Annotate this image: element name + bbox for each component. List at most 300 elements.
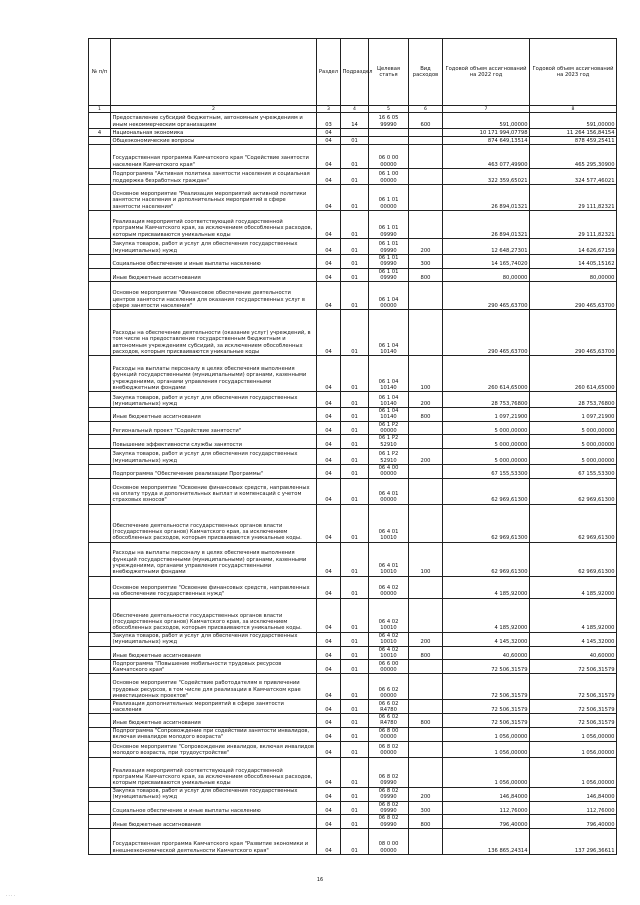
row-razdel-cell: 04 xyxy=(317,787,341,801)
row-statya-cell: 06 1 04 10140 xyxy=(369,310,409,356)
row-num-cell xyxy=(89,478,111,504)
row-2023-cell: 40,60000 xyxy=(530,646,617,660)
table-row xyxy=(89,632,617,646)
row-vid-cell xyxy=(409,741,443,757)
table-row xyxy=(89,185,617,211)
row-statya-cell: 16 6 05 99990 xyxy=(369,113,409,129)
row-name-cell: Подпрограмма "Повышение мобильности трудовых ресурсов Камчатского края" xyxy=(111,660,317,674)
row-2023-cell: 591,00000 xyxy=(530,113,617,129)
row-podrazdel-cell: 01 xyxy=(341,211,369,239)
row-name-cell: Подпрограмма "Активная политика занятости населения и социальная поддержка безработных граждан" xyxy=(111,169,317,185)
row-name-cell: Обеспечение деятельности государственных органов власти (государственных органов) Камчатского края, за исключением обособленных расходов, которым присваиваются уникальные коды. xyxy=(111,598,317,632)
row-statya-cell: 06 1 01 09990 xyxy=(369,255,409,269)
row-statya-cell: 06 8 00 00000 xyxy=(369,727,409,741)
row-2022-cell: 5 000,00000 xyxy=(443,448,530,464)
row-2023-cell: 62 969,61300 xyxy=(530,542,617,576)
row-statya-cell: 06 0 00 00000 xyxy=(369,145,409,169)
row-razdel-cell: 04 xyxy=(317,310,341,356)
table-row xyxy=(89,801,617,815)
row-2023-cell: 62 969,61300 xyxy=(530,504,617,542)
row-statya-cell: 06 4 00 00000 xyxy=(369,464,409,478)
row-statya-cell: 06 1 04 10140 xyxy=(369,356,409,392)
row-name-cell: Иные бюджетные ассигнования xyxy=(111,714,317,728)
row-statya-cell: 06 1 01 09990 xyxy=(369,211,409,239)
row-num-cell xyxy=(89,145,111,169)
row-2022-cell: 72 506,31579 xyxy=(443,674,530,700)
colnum: 5 xyxy=(369,106,409,113)
row-2022-cell: 26 894,01321 xyxy=(443,185,530,211)
row-2023-cell: 1 097,21900 xyxy=(530,408,617,422)
corner-mark: · · · · xyxy=(6,893,15,898)
row-razdel-cell: 04 xyxy=(317,504,341,542)
row-2022-cell: 322 359,65021 xyxy=(443,169,530,185)
row-name-cell: Иные бюджетные ассигнования xyxy=(111,408,317,422)
table-row xyxy=(89,282,617,310)
row-vid-cell: 800 xyxy=(409,815,443,829)
row-podrazdel-cell: 01 xyxy=(341,356,369,392)
row-name-cell: Предоставление субсидий бюджетным, автономным учреждениям и иным некоммерческим организациям xyxy=(111,113,317,129)
row-2022-cell: 72 506,31579 xyxy=(443,660,530,674)
row-podrazdel-cell: 01 xyxy=(341,310,369,356)
row-podrazdel-cell: 01 xyxy=(341,464,369,478)
row-num-cell xyxy=(89,700,111,714)
row-num-cell xyxy=(89,801,111,815)
row-podrazdel-cell: 01 xyxy=(341,741,369,757)
row-2023-cell: 796,40000 xyxy=(530,815,617,829)
row-2023-cell: 72 506,31579 xyxy=(530,714,617,728)
row-vid-cell xyxy=(409,828,443,854)
colnum: 6 xyxy=(409,106,443,113)
row-statya-cell: 06 1 P2 52910 xyxy=(369,435,409,449)
table-row xyxy=(89,255,617,269)
row-2023-cell: 260 614,65000 xyxy=(530,356,617,392)
row-podrazdel-cell: 01 xyxy=(341,727,369,741)
colnum: 8 xyxy=(530,106,617,113)
row-vid-cell xyxy=(409,169,443,185)
row-vid-cell xyxy=(409,727,443,741)
row-name-cell: Государственная программа Камчатского края "Содействие занятости населения Камчатского края" xyxy=(111,145,317,169)
row-2022-cell: 146,84000 xyxy=(443,787,530,801)
row-razdel-cell: 04 xyxy=(317,392,341,408)
row-2023-cell: 5 000,00000 xyxy=(530,435,617,449)
colnum: 3 xyxy=(317,106,341,113)
row-razdel-cell: 04 xyxy=(317,145,341,169)
row-num-cell xyxy=(89,787,111,801)
row-vid-cell: 800 xyxy=(409,268,443,282)
row-2022-cell: 14 165,74020 xyxy=(443,255,530,269)
row-2022-cell: 290 465,63700 xyxy=(443,310,530,356)
row-statya-cell: 08 0 00 00000 xyxy=(369,828,409,854)
row-2022-cell: 72 506,31579 xyxy=(443,714,530,728)
row-num-cell xyxy=(89,239,111,255)
budget-table xyxy=(88,38,617,855)
row-vid-cell xyxy=(409,598,443,632)
table-row xyxy=(89,741,617,757)
row-num-cell xyxy=(89,255,111,269)
row-2023-cell: 28 753,76800 xyxy=(530,392,617,408)
row-2023-cell: 5 000,00000 xyxy=(530,448,617,464)
row-statya-cell: 06 1 P2 52910 xyxy=(369,448,409,464)
row-name-cell: Повышение эффективности службы занятости xyxy=(111,435,317,449)
row-podrazdel-cell: 01 xyxy=(341,757,369,787)
row-name-cell: Закупка товаров, работ и услуг для обеспечения государственных (муниципальных) нужд xyxy=(111,787,317,801)
row-name-cell: Основное мероприятие "Финансовое обеспечение деятельности центров занятости населения для оказания государственных услуг в сфере занятости населения" xyxy=(111,282,317,310)
table-row xyxy=(89,239,617,255)
row-vid-cell xyxy=(409,700,443,714)
table-row xyxy=(89,700,617,714)
row-2023-cell: 1 056,00000 xyxy=(530,727,617,741)
row-razdel-cell: 04 xyxy=(317,129,341,137)
row-2022-cell: 40,60000 xyxy=(443,646,530,660)
row-statya-cell: 06 1 P2 00000 xyxy=(369,421,409,435)
header-statya: Целевая статья xyxy=(369,39,409,106)
row-vid-cell: 300 xyxy=(409,801,443,815)
row-podrazdel-cell: 01 xyxy=(341,478,369,504)
row-statya-cell: 06 8 02 09990 xyxy=(369,801,409,815)
row-razdel-cell: 04 xyxy=(317,448,341,464)
row-2023-cell: 5 000,00000 xyxy=(530,421,617,435)
row-2022-cell: 26 894,01321 xyxy=(443,211,530,239)
table-row xyxy=(89,268,617,282)
row-vid-cell xyxy=(409,129,443,137)
row-name-cell: Расходы на выплаты персоналу в целях обеспечения выполнения функций государственными (муниципальными) органами, казенными учреждениями, органами управления государственными внебюджетными фондами xyxy=(111,356,317,392)
row-num-cell xyxy=(89,464,111,478)
row-razdel-cell: 04 xyxy=(317,356,341,392)
colnum: 7 xyxy=(443,106,530,113)
table-row xyxy=(89,137,617,145)
row-podrazdel-cell: 01 xyxy=(341,504,369,542)
row-2022-cell: 5 000,00000 xyxy=(443,421,530,435)
row-statya-cell: 06 6 02 00000 xyxy=(369,674,409,700)
table-row xyxy=(89,660,617,674)
row-razdel-cell: 04 xyxy=(317,815,341,829)
row-podrazdel-cell: 01 xyxy=(341,282,369,310)
row-2023-cell: 72 506,31579 xyxy=(530,700,617,714)
row-2023-cell: 80,00000 xyxy=(530,268,617,282)
row-2023-cell: 1 056,00000 xyxy=(530,741,617,757)
row-statya-cell: 06 4 02 00000 xyxy=(369,576,409,598)
row-2022-cell: 5 000,00000 xyxy=(443,435,530,449)
row-num-cell xyxy=(89,660,111,674)
row-razdel-cell: 04 xyxy=(317,211,341,239)
row-2022-cell: 62 969,61300 xyxy=(443,542,530,576)
row-razdel-cell: 04 xyxy=(317,421,341,435)
table-row xyxy=(89,310,617,356)
table-row xyxy=(89,674,617,700)
row-num-cell xyxy=(89,408,111,422)
row-2022-cell: 112,76000 xyxy=(443,801,530,815)
row-num-cell xyxy=(89,169,111,185)
row-vid-cell: 300 xyxy=(409,255,443,269)
row-2023-cell: 14 405,15162 xyxy=(530,255,617,269)
row-vid-cell xyxy=(409,185,443,211)
row-name-cell: Общеэкономические вопросы xyxy=(111,137,317,145)
row-name-cell: Национальная экономика xyxy=(111,129,317,137)
row-vid-cell xyxy=(409,421,443,435)
table-row xyxy=(89,464,617,478)
row-statya-cell: 06 1 04 00000 xyxy=(369,282,409,310)
row-vid-cell xyxy=(409,137,443,145)
row-statya-cell: 06 4 01 00000 xyxy=(369,478,409,504)
row-name-cell: Реализация дополнительных мероприятий в сфере занятости населения xyxy=(111,700,317,714)
row-podrazdel-cell: 01 xyxy=(341,787,369,801)
row-podrazdel-cell: 01 xyxy=(341,145,369,169)
row-podrazdel-cell: 01 xyxy=(341,239,369,255)
row-2022-cell: 28 753,76800 xyxy=(443,392,530,408)
table-row xyxy=(89,478,617,504)
table-row xyxy=(89,504,617,542)
row-podrazdel-cell: 01 xyxy=(341,185,369,211)
row-2022-cell: 4 185,92000 xyxy=(443,598,530,632)
table-row xyxy=(89,576,617,598)
row-podrazdel-cell: 01 xyxy=(341,828,369,854)
header-2022: Годовой объем ассигнований на 2022 год xyxy=(443,39,530,106)
row-num-cell xyxy=(89,282,111,310)
row-2023-cell: 465 295,30900 xyxy=(530,145,617,169)
table-body xyxy=(89,113,617,855)
table-row xyxy=(89,542,617,576)
page-number: 16 xyxy=(316,877,324,883)
row-num-cell xyxy=(89,815,111,829)
row-num-cell xyxy=(89,310,111,356)
row-podrazdel-cell xyxy=(341,129,369,137)
row-num-cell xyxy=(89,392,111,408)
row-2022-cell: 591,00000 xyxy=(443,113,530,129)
row-2023-cell: 29 111,82321 xyxy=(530,185,617,211)
row-name-cell: Реализация мероприятий соответствующей государственной программы Камчатского края, за исключением обособленных расходов, которым присваиваются уникальные коды xyxy=(111,211,317,239)
row-2023-cell: 290 465,63700 xyxy=(530,310,617,356)
colnum: 1 xyxy=(89,106,111,113)
row-statya-cell: 06 8 02 09990 xyxy=(369,815,409,829)
row-2023-cell: 11 264 156,84154 xyxy=(530,129,617,137)
row-num-cell xyxy=(89,727,111,741)
row-2022-cell: 4 145,32000 xyxy=(443,632,530,646)
row-razdel-cell: 04 xyxy=(317,700,341,714)
row-vid-cell xyxy=(409,576,443,598)
table-row xyxy=(89,435,617,449)
row-vid-cell: 200 xyxy=(409,392,443,408)
row-razdel-cell: 04 xyxy=(317,408,341,422)
row-2023-cell: 4 145,32000 xyxy=(530,632,617,646)
row-vid-cell: 200 xyxy=(409,787,443,801)
row-2023-cell: 4 185,92000 xyxy=(530,598,617,632)
row-statya-cell: 06 6 00 00000 xyxy=(369,660,409,674)
row-vid-cell: 100 xyxy=(409,356,443,392)
row-2022-cell: 1 056,00000 xyxy=(443,741,530,757)
row-vid-cell xyxy=(409,282,443,310)
table-row xyxy=(89,727,617,741)
header-vid: Вид расходов xyxy=(409,39,443,106)
row-podrazdel-cell: 01 xyxy=(341,598,369,632)
row-podrazdel-cell: 01 xyxy=(341,255,369,269)
row-podrazdel-cell: 01 xyxy=(341,801,369,815)
row-vid-cell: 200 xyxy=(409,448,443,464)
row-vid-cell: 800 xyxy=(409,646,443,660)
row-2022-cell: 260 614,65000 xyxy=(443,356,530,392)
row-vid-cell xyxy=(409,757,443,787)
row-vid-cell xyxy=(409,310,443,356)
row-2022-cell: 136 865,24314 xyxy=(443,828,530,854)
row-statya-cell: 06 1 01 09990 xyxy=(369,239,409,255)
row-razdel-cell: 04 xyxy=(317,542,341,576)
row-2023-cell: 137 296,36611 xyxy=(530,828,617,854)
table-row xyxy=(89,392,617,408)
row-statya-cell: 06 1 01 09990 xyxy=(369,268,409,282)
row-name-cell: Расходы на обеспечение деятельности (оказание услуг) учреждений, в том числе на предоставление государственным бюджетным и автономным учреждениям субсидий, за исключением обособленных расходов, которым присваиваются уникальные коды xyxy=(111,310,317,356)
row-2022-cell: 67 155,53300 xyxy=(443,464,530,478)
table-row xyxy=(89,714,617,728)
table-row xyxy=(89,787,617,801)
row-name-cell: Закупка товаров, работ и услуг для обеспечения государственных (муниципальных) нужд xyxy=(111,448,317,464)
row-name-cell: Основное мероприятие "Освоение финансовых средств, направленных на оплату труда и дополнительных выплат и компенсаций с учетом страховых взносов" xyxy=(111,478,317,504)
row-name-cell: Государственная программа Камчатского края "Развитие экономики и внешнеэкономической деятельности Камчатского края" xyxy=(111,828,317,854)
row-vid-cell xyxy=(409,478,443,504)
row-podrazdel-cell: 01 xyxy=(341,169,369,185)
row-vid-cell xyxy=(409,464,443,478)
row-num-cell xyxy=(89,113,111,129)
row-vid-cell xyxy=(409,145,443,169)
row-podrazdel-cell: 01 xyxy=(341,674,369,700)
row-podrazdel-cell: 01 xyxy=(341,448,369,464)
row-num-cell xyxy=(89,356,111,392)
row-vid-cell: 800 xyxy=(409,714,443,728)
row-num-cell xyxy=(89,674,111,700)
row-2022-cell: 80,00000 xyxy=(443,268,530,282)
row-razdel-cell: 04 xyxy=(317,137,341,145)
row-vid-cell: 800 xyxy=(409,408,443,422)
row-name-cell: Расходы на выплаты персоналу в целях обеспечения выполнения функций государственными (муниципальными) органами, казенными учреждениями, органами управления государственными внебюджетными фондами xyxy=(111,542,317,576)
row-num-cell xyxy=(89,448,111,464)
row-2022-cell: 1 097,21900 xyxy=(443,408,530,422)
row-name-cell: Иные бюджетные ассигнования xyxy=(111,646,317,660)
row-num-cell xyxy=(89,542,111,576)
table-row xyxy=(89,828,617,854)
row-num-cell xyxy=(89,757,111,787)
row-vid-cell xyxy=(409,435,443,449)
row-razdel-cell: 04 xyxy=(317,185,341,211)
row-2023-cell: 4 185,92000 xyxy=(530,576,617,598)
row-name-cell: Закупка товаров, работ и услуг для обеспечения государственных (муниципальных) нужд xyxy=(111,392,317,408)
row-num-cell xyxy=(89,714,111,728)
row-num-cell: 4 xyxy=(89,129,111,137)
row-name-cell: Подпрограмма "Обеспечение реализации Программы" xyxy=(111,464,317,478)
row-2022-cell: 463 077,49900 xyxy=(443,145,530,169)
row-razdel-cell: 04 xyxy=(317,801,341,815)
row-name-cell: Закупка товаров, работ и услуг для обеспечения государственных (муниципальных) нужд xyxy=(111,632,317,646)
colnum: 4 xyxy=(341,106,369,113)
row-podrazdel-cell: 01 xyxy=(341,576,369,598)
header-num: № п/п xyxy=(89,39,111,106)
row-razdel-cell: 04 xyxy=(317,741,341,757)
row-2023-cell: 14 626,67159 xyxy=(530,239,617,255)
row-2022-cell: 12 648,27301 xyxy=(443,239,530,255)
row-podrazdel-cell: 01 xyxy=(341,632,369,646)
row-2022-cell: 62 969,61300 xyxy=(443,504,530,542)
row-num-cell xyxy=(89,646,111,660)
row-vid-cell: 100 xyxy=(409,542,443,576)
row-num-cell xyxy=(89,504,111,542)
row-podrazdel-cell: 01 xyxy=(341,421,369,435)
row-podrazdel-cell: 01 xyxy=(341,660,369,674)
row-2023-cell: 878 459,25411 xyxy=(530,137,617,145)
row-podrazdel-cell: 01 xyxy=(341,815,369,829)
row-razdel-cell: 04 xyxy=(317,478,341,504)
row-2022-cell: 290 465,63700 xyxy=(443,282,530,310)
row-statya-cell: 06 1 04 10140 xyxy=(369,392,409,408)
row-podrazdel-cell: 01 xyxy=(341,435,369,449)
row-vid-cell xyxy=(409,504,443,542)
row-statya-cell: 06 4 01 10010 xyxy=(369,542,409,576)
row-razdel-cell: 04 xyxy=(317,464,341,478)
table-row xyxy=(89,356,617,392)
row-statya-cell: 06 6 02 R4780 xyxy=(369,714,409,728)
row-name-cell: Социальное обеспечение и иные выплаты населению xyxy=(111,801,317,815)
row-vid-cell xyxy=(409,211,443,239)
row-num-cell xyxy=(89,211,111,239)
row-2022-cell: 874 649,13514 xyxy=(443,137,530,145)
row-statya-cell: 06 4 02 10010 xyxy=(369,598,409,632)
table-row xyxy=(89,145,617,169)
row-razdel-cell: 04 xyxy=(317,674,341,700)
row-2022-cell: 1 056,00000 xyxy=(443,757,530,787)
row-2023-cell: 72 506,31579 xyxy=(530,674,617,700)
table-row xyxy=(89,169,617,185)
row-statya-cell: 06 4 02 10010 xyxy=(369,646,409,660)
row-razdel-cell: 04 xyxy=(317,435,341,449)
row-num-cell xyxy=(89,598,111,632)
row-num-cell xyxy=(89,576,111,598)
row-2022-cell: 10 171 994,07798 xyxy=(443,129,530,137)
row-razdel-cell: 03 xyxy=(317,113,341,129)
row-razdel-cell: 04 xyxy=(317,632,341,646)
table-header-row xyxy=(89,39,617,106)
row-2022-cell: 72 506,31579 xyxy=(443,700,530,714)
row-num-cell xyxy=(89,741,111,757)
row-vid-cell: 600 xyxy=(409,113,443,129)
row-statya-cell: 06 6 02 R4780 xyxy=(369,700,409,714)
table-row xyxy=(89,598,617,632)
row-razdel-cell: 04 xyxy=(317,255,341,269)
row-statya-cell: 06 8 02 09990 xyxy=(369,757,409,787)
row-2022-cell: 4 185,92000 xyxy=(443,576,530,598)
row-podrazdel-cell: 01 xyxy=(341,137,369,145)
row-razdel-cell: 04 xyxy=(317,757,341,787)
table-row xyxy=(89,757,617,787)
budget-table-sheet xyxy=(88,38,616,855)
header-razdel: Раздел xyxy=(317,39,341,106)
row-razdel-cell: 04 xyxy=(317,828,341,854)
row-2023-cell: 324 577,46021 xyxy=(530,169,617,185)
row-razdel-cell: 04 xyxy=(317,239,341,255)
row-statya-cell xyxy=(369,129,409,137)
row-name-cell: Иные бюджетные ассигнования xyxy=(111,815,317,829)
row-name-cell: Основное мероприятие "Освоение финансовых средств, направленных на обеспечение государственных нужд" xyxy=(111,576,317,598)
row-podrazdel-cell: 01 xyxy=(341,542,369,576)
row-razdel-cell: 04 xyxy=(317,714,341,728)
row-podrazdel-cell: 01 xyxy=(341,700,369,714)
row-name-cell: Региональный проект "Содействие занятости" xyxy=(111,421,317,435)
row-num-cell xyxy=(89,185,111,211)
row-name-cell: Основное мероприятие "Сопровождение инвалидов, включая инвалидов молодого возраста, при трудоустройстве" xyxy=(111,741,317,757)
row-name-cell: Социальное обеспечение и иные выплаты населению xyxy=(111,255,317,269)
header-name xyxy=(111,39,317,106)
row-podrazdel-cell: 01 xyxy=(341,408,369,422)
row-podrazdel-cell: 01 xyxy=(341,646,369,660)
row-num-cell xyxy=(89,632,111,646)
row-2023-cell: 29 111,82321 xyxy=(530,211,617,239)
row-num-cell xyxy=(89,435,111,449)
row-statya-cell: 06 1 04 10140 xyxy=(369,408,409,422)
